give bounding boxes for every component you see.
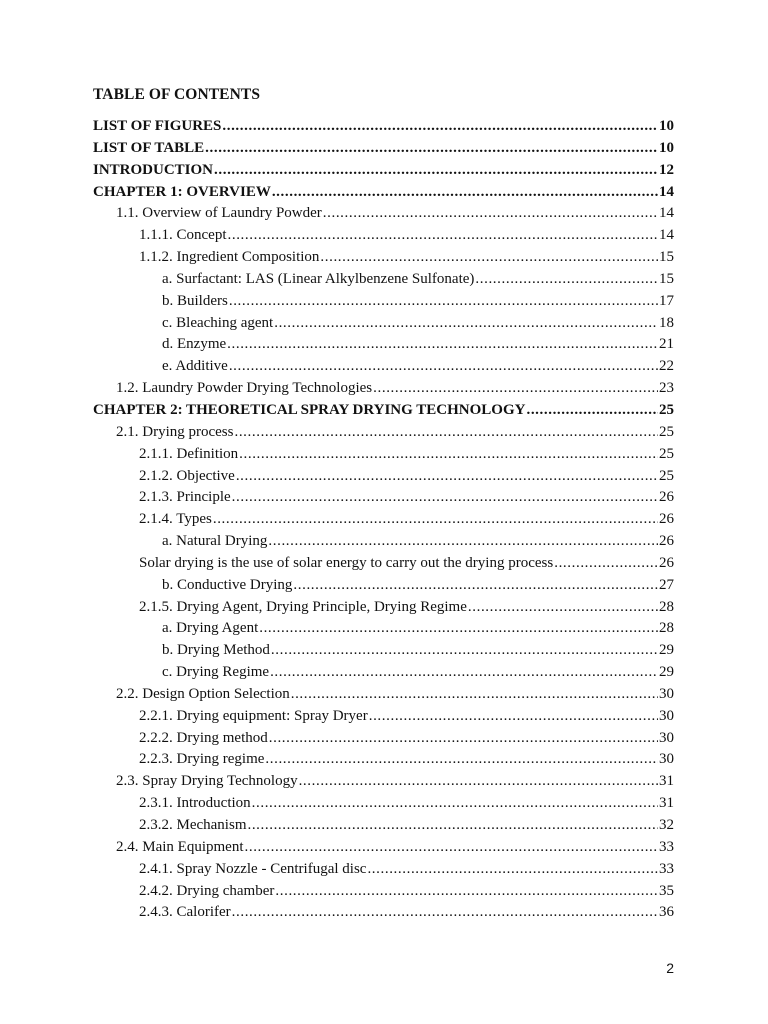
toc-entry-page: 25 [659,423,674,440]
toc-entry[interactable] [93,509,674,531]
dot-leader [291,684,658,706]
dot-leader [232,487,658,509]
toc-entry-page: 27 [659,576,674,593]
toc-entry[interactable] [93,487,674,509]
toc-entry[interactable] [93,334,674,356]
toc-entry-page: 10 [659,139,674,156]
dot-leader [373,378,658,400]
toc-list [93,116,674,924]
toc-entry-label: 2.3.1. Introduction [139,795,251,812]
toc-entry-page: 35 [659,882,674,899]
toc-entry-label: 2.2.2. Drying method [139,729,268,746]
dot-leader [274,313,658,335]
dot-leader [228,225,659,247]
toc-entry-label: 2.4. Main Equipment [116,838,244,855]
dot-leader [239,444,658,466]
toc-title: TABLE OF CONTENTS [93,86,261,103]
toc-entry-label: Solar drying is the use of solar energy to carry out the drying process [139,554,554,571]
toc-entry-page: 26 [659,554,674,571]
toc-entry-page: 31 [659,773,674,790]
toc-entry[interactable] [93,356,674,378]
toc-entry[interactable] [93,597,674,619]
toc-entry[interactable] [93,771,674,793]
toc-entry[interactable] [93,138,674,160]
toc-entry[interactable] [93,422,674,444]
dot-leader [293,575,658,597]
toc-entry-label: c. Drying Regime [162,664,270,681]
toc-entry-label: 2.3. Spray Drying Technology [116,773,298,790]
toc-entry-page: 17 [659,292,674,309]
toc-entry-label: 1.1.2. Ingredient Composition [139,249,320,266]
dot-leader [275,881,658,903]
toc-entry[interactable] [93,793,674,815]
toc-entry-label: 2.1. Drying process [116,423,234,440]
toc-entry[interactable] [93,291,674,313]
toc-entry[interactable] [93,378,674,400]
dot-leader [222,116,658,138]
dot-leader [272,182,658,204]
toc-entry-page: 31 [659,795,674,812]
dot-leader [367,859,658,881]
toc-entry-label: b. Builders [162,292,228,309]
dot-leader [232,902,658,924]
toc-entry[interactable] [93,728,674,750]
toc-entry-page: 25 [659,401,674,418]
dot-leader [475,269,658,291]
dot-leader [268,531,658,553]
toc-entry-label: LIST OF FIGURES [93,118,222,134]
toc-entry[interactable] [93,269,674,291]
toc-entry-label: INTRODUCTION [93,161,214,178]
page-number: 2 [666,960,674,976]
toc-entry-label: 1.2. Laundry Powder Drying Technologies [116,380,373,397]
toc-entry-label: 2.1.4. Types [139,511,212,528]
toc-entry-page: 26 [659,511,674,528]
toc-entry-page: 26 [659,533,674,550]
toc-entry[interactable] [93,815,674,837]
dot-leader [234,422,658,444]
dot-leader [259,618,658,640]
toc-entry[interactable] [93,400,674,422]
dot-leader [214,160,658,182]
toc-entry-page: 26 [659,489,674,506]
toc-entry-label: 2.1.5. Drying Agent, Drying Principle, Drying Regime [139,598,467,615]
toc-entry-page: 30 [659,707,674,724]
dot-leader [247,815,658,837]
toc-entry[interactable] [93,203,674,225]
toc-entry-label: e. Additive [162,358,228,375]
toc-entry-label: 2.4.2. Drying chamber [139,882,275,899]
toc-entry[interactable] [93,640,674,662]
dot-leader [252,793,658,815]
toc-entry-page: 33 [659,860,674,877]
toc-entry-label: b. Drying Method [162,642,270,659]
toc-entry-page: 30 [659,729,674,746]
toc-entry-page: 25 [659,445,674,462]
toc-entry[interactable] [93,444,674,466]
dot-leader [236,466,658,488]
toc-entry-page: 29 [659,642,674,659]
toc-entry-label: 2.4.3. Calorifer [139,904,231,921]
toc-entry-label: CHAPTER 2: THEORETICAL SPRAY DRYING TECHNOLOGY [93,401,526,418]
toc-entry-page: 15 [659,270,674,287]
toc-entry-page: 25 [659,467,674,484]
toc-entry-page: 23 [659,380,674,397]
toc-entry-label: 2.1.1. Definition [139,445,239,462]
toc-entry-page: 22 [659,358,674,375]
toc-entry-page: 14 [659,205,674,222]
toc-entry-label: 2.3.2. Mechanism [139,817,247,833]
dot-leader [213,509,658,531]
toc-entry-label: c. Bleaching agent [162,314,274,331]
toc-entry-label: 1.1.1. Concept [139,227,227,244]
toc-entry-label: b. Conductive Drying [162,576,293,593]
toc-entry-page: 15 [659,249,674,266]
toc-entry-label: 2.2. Design Option Selection [116,685,290,702]
toc-entry[interactable] [93,466,674,488]
toc-entry-label: 2.2.1. Drying equipment: Spray Dryer [139,707,368,724]
toc-entry-page: 30 [659,685,674,702]
toc-entry-page: 29 [659,664,674,681]
toc-entry[interactable] [93,749,674,771]
toc-entry-page: 28 [659,620,674,637]
dot-leader [369,706,658,728]
toc-entry[interactable] [93,553,674,575]
toc-entry-label: 1.1. Overview of Laundry Powder [116,205,322,222]
toc-entry-label: a. Drying Agent [162,620,259,637]
toc-entry[interactable] [93,837,674,859]
toc-entry[interactable] [93,575,674,597]
toc-entry[interactable] [93,182,674,204]
toc-entry-label: d. Enzyme [162,336,227,353]
toc-entry-label: 2.1.2. Objective [139,467,235,484]
toc-entry[interactable] [93,684,674,706]
toc-entry-label: CHAPTER 1: OVERVIEW [93,183,271,200]
toc-entry[interactable] [93,313,674,335]
dot-leader [554,553,658,575]
toc-entry[interactable] [93,618,674,640]
toc-entry-label: 2.4.1. Spray Nozzle - Centrifugal disc [139,860,367,877]
dot-leader [245,837,659,859]
dot-leader [229,356,658,378]
dot-leader [270,662,658,684]
toc-entry-label: LIST OF TABLE [93,139,205,156]
toc-entry[interactable] [93,247,674,269]
toc-entry[interactable] [93,662,674,684]
toc-entry[interactable] [93,902,674,924]
dot-leader [269,728,658,750]
toc-entry[interactable] [93,881,674,903]
toc-entry[interactable] [93,706,674,728]
toc-entry[interactable] [93,160,674,182]
toc-entry-page: 32 [659,817,674,833]
toc-entry[interactable] [93,225,674,247]
dot-leader [299,771,658,793]
dot-leader [229,291,658,313]
toc-entry[interactable] [93,531,674,553]
dot-leader [323,203,658,225]
dot-leader [526,400,658,422]
toc-entry-label: a. Natural Drying [162,533,268,550]
toc-entry-page: 21 [659,336,674,353]
toc-entry-page: 18 [659,314,674,331]
toc-entry-label: 2.2.3. Drying regime [139,751,265,768]
toc-entry-label: 2.1.3. Principle [139,489,231,506]
dot-leader [205,138,658,160]
dot-leader [468,597,658,619]
dot-leader [265,749,658,771]
toc-entry-page: 10 [659,118,674,134]
toc-entry-label: a. Surfactant: LAS (Linear Alkylbenzene Sulfonate) [162,270,475,287]
toc-entry-page: 28 [659,598,674,615]
toc-entry-page: 14 [659,183,674,200]
toc-entry-page: 30 [659,751,674,768]
toc-entry-page: 36 [659,904,674,921]
toc-entry-page: 12 [659,161,674,178]
dot-leader [320,247,658,269]
toc-entry[interactable] [93,859,674,881]
toc-entry-page: 14 [659,227,674,244]
toc-entry[interactable] [93,116,674,138]
dot-leader [227,334,658,356]
dot-leader [271,640,658,662]
toc-entry-page: 33 [659,838,674,855]
